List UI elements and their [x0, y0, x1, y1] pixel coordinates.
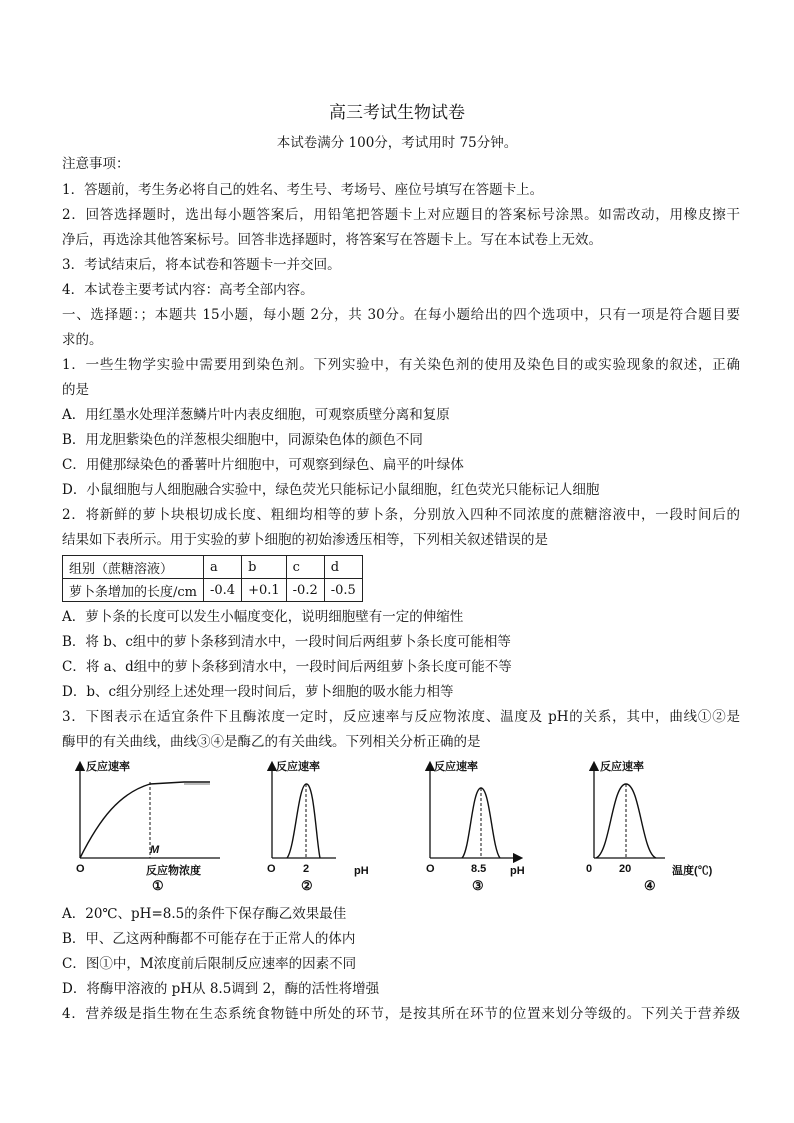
question-2-option-d: D．b、c组分别经上述处理一段时间后，萝卜细胞的吸水能力相等 — [62, 684, 454, 700]
section-1-heading-line-2: 求的。 — [62, 332, 103, 348]
enzyme-graphs-figure — [60, 758, 740, 898]
graph-1-origin: O — [76, 863, 85, 875]
graph-3-tick: 8.5 — [471, 863, 487, 875]
graph-4-xlabel: 温度(℃) — [672, 865, 713, 877]
exam-subtitle: 本试卷满分 100分，考试用时 75分钟。 — [276, 135, 518, 151]
question-3-option-d: D．将酶甲溶液的 pH从 8.5调到 2，酶的活性将增强 — [62, 981, 380, 997]
table-cell: d — [324, 556, 362, 579]
question-4-stem-line-1: 4．营养级是指生物在生态系统食物链中所处的环节，是按其所在环节的位置来划分等级的。下列关于营养级 — [62, 1006, 740, 1022]
note-item-2-line-1: 2．回答选择题时，选出每小题答案后，用铅笔把答题卡上对应题目的答案标号涂黑。如需改动，用橡皮擦干 — [62, 207, 740, 223]
graph-1-xlabel: 反应物浓度 — [146, 865, 201, 877]
graph-1-number: ① — [152, 878, 164, 893]
question-1-option-b: B．用龙胆紫染色的洋葱根尖细胞中，同源染色体的颜色不同 — [62, 432, 423, 448]
graph-2-tick: 2 — [303, 863, 310, 875]
graph-4-number: ④ — [644, 878, 656, 893]
notes-heading: 注意事项： — [62, 156, 130, 172]
graph-2-ylabel: 反应速率 — [276, 761, 320, 773]
graph-1-ylabel: 反应速率 — [86, 761, 130, 773]
graph-2-number: ② — [301, 878, 313, 893]
table-cell: a — [204, 556, 242, 579]
question-2-stem-line-1: 2．将新鲜的萝卜块根切成长度、粗细均相等的萝卜条，分别放入四种不同浓度的蔗糖溶液中，一段时间后的 — [62, 507, 740, 523]
question-1-option-c: C．用健那绿染色的番薯叶片细胞中，可观察到绿色、扁平的叶绿体 — [62, 457, 464, 473]
graph-3-ylabel: 反应速率 — [434, 761, 478, 773]
question-1-stem-line-1: 1．一些生物学实验中需要用到染色剂。下列实验中，有关染色剂的使用及染色目的或实验现象的叙述，正确 — [62, 357, 740, 373]
note-item-2-line-2: 净后，再选涂其他答案标号。回答非选择题时，将答案写在答题卡上。写在本试卷上无效。 — [62, 232, 602, 248]
question-2-stem-line-2: 结果如下表所示。用于实验的萝卜细胞的初始渗透压相等，下列相关叙述错误的是 — [62, 532, 548, 548]
graph-4 — [586, 759, 713, 893]
graph-1 — [76, 759, 220, 893]
table-cell: +0.1 — [242, 579, 287, 602]
question-2-option-b: B．将 b、c组中的萝卜条移到清水中，一段时间后两组萝卜条长度可能相等 — [62, 634, 511, 650]
question-3-stem-line-2: 酶甲的有关曲线，曲线③④是酶乙的有关曲线。下列相关分析正确的是 — [62, 734, 481, 750]
note-item-1: 1．答题前，考生务必将自己的姓名、考生号、考场号、座位号填写在答题卡上。 — [62, 182, 544, 198]
table-row — [63, 556, 363, 579]
question-3-option-c: C．图①中，M浓度前后限制反应速率的因素不同 — [62, 956, 357, 972]
table-cell: 组别（蔗糖溶液） — [63, 556, 204, 579]
graph-3-origin: O — [426, 863, 435, 875]
section-1-heading-line-1: 一、选择题：；本题共 15小题，每小题 2分，共 30分。在每小题给出的四个选项中，只有一项是符合题目要 — [62, 307, 740, 323]
graph-4-ylabel: 反应速率 — [600, 761, 644, 773]
graph-3-number: ③ — [472, 878, 484, 893]
table-row — [63, 579, 363, 602]
graph-3-xlabel: pH — [510, 865, 525, 877]
note-item-4: 4．本试卷主要考试内容：高考全部内容。 — [62, 282, 314, 298]
graph-1-mark-m: M — [150, 844, 160, 856]
table-cell: 萝卜条增加的长度/cm — [63, 579, 204, 602]
results-table — [62, 555, 363, 602]
question-1-option-a: A．用红墨水处理洋葱鳞片叶内表皮细胞，可观察质壁分离和复原 — [62, 407, 450, 423]
question-2-option-a: A．萝卜条的长度可以发生小幅度变化，说明细胞壁有一定的伸缩性 — [62, 609, 464, 625]
table-cell: c — [286, 556, 324, 579]
table-cell: -0.4 — [204, 579, 242, 602]
note-item-3: 3．考试结束后，将本试卷和答题卡一并交回。 — [62, 257, 341, 273]
table-cell: -0.2 — [286, 579, 324, 602]
graph-4-origin: 0 — [586, 863, 593, 875]
graph-2 — [267, 759, 369, 893]
question-3-stem-line-1: 3．下图表示在适宜条件下且酶浓度一定时，反应速率与反应物浓度、温度及 pH的关系，其中，曲线①②是 — [62, 709, 740, 725]
graph-2-origin: O — [267, 863, 276, 875]
question-3-option-b: B．甲、乙这两种酶都不可能存在于正常人的体内 — [62, 931, 356, 947]
question-2-option-c: C．将 a、d组中的萝卜条移到清水中，一段时间后两组萝卜条长度可能不等 — [62, 659, 512, 675]
graph-2-xlabel: pH — [354, 865, 369, 877]
table-cell: -0.5 — [324, 579, 362, 602]
question-1-option-d: D．小鼠细胞与人细胞融合实验中，绿色荧光只能标记小鼠细胞，红色荧光只能标记人细胞 — [62, 482, 600, 498]
question-1-stem-line-2: 的是 — [62, 382, 89, 398]
graph-4-tick: 20 — [619, 863, 632, 875]
question-3-option-a: A．20℃、pH=8.5的条件下保存酶乙效果最佳 — [62, 906, 347, 922]
graph-3 — [426, 759, 525, 893]
table-cell: b — [242, 556, 287, 579]
exam-title: 高三考试生物试卷 — [329, 103, 465, 123]
